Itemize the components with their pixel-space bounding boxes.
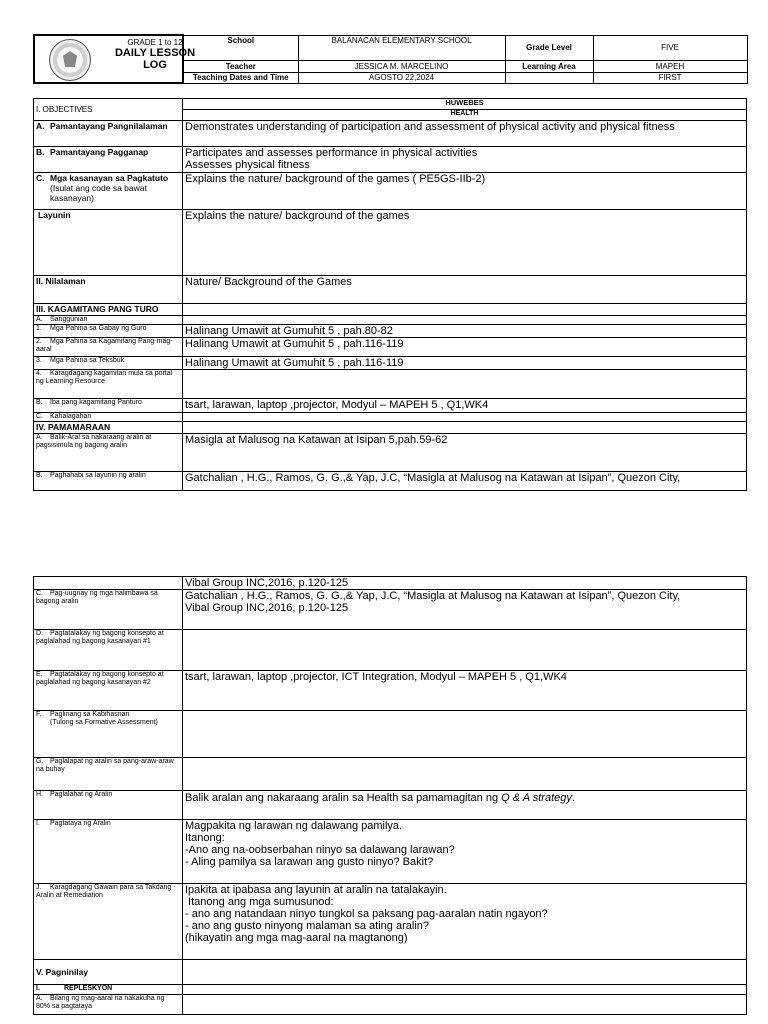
subject-label: HEALTH	[183, 110, 747, 121]
row-label: B. Pamantayang Pagganap	[34, 147, 183, 173]
teacher-label: Teacher	[183, 60, 298, 72]
quarter-value: FIRST	[593, 72, 747, 83]
p-row-label: A. Balik-Aral sa nakaraang aralin at pagsisimula ng bagong aralin	[34, 434, 183, 472]
grade-label: Grade Level	[505, 35, 593, 60]
p2-row-label: D. Pagtatalakay ng bagong konsepto at paglalahad ng bagong kasanayan #1	[34, 630, 183, 671]
dll-title: DAILY LESSON	[114, 47, 196, 59]
pagtatalakay-2-value: tsart, larawan, laptop ,projector, ICT Integration, Modyul – MAPEH 5 , Q1,WK4	[183, 671, 747, 711]
k-row-label: A. Sanggunian	[34, 316, 183, 325]
logo-cell	[34, 35, 196, 83]
area-value: MAPEH	[593, 60, 747, 72]
performance-standard-value: Participates and assesses performance in physical activities Assesses physical fitness	[183, 147, 747, 173]
dates-value: AGOSTO 22,2024	[298, 72, 505, 83]
teksbuk-value: Halinang Umawit at Gumuhit 5 , pah.116-119	[183, 357, 747, 370]
school-value: BALANACAN ELEMENTARY SCHOOL	[298, 35, 505, 60]
k-row-label: 4. Karagdagang kagamitan mula sa portal ng Learning Resource	[34, 370, 183, 399]
school-label: School	[183, 35, 298, 60]
balik-aral-value: Masigla at Malusog na Katawan at Isipan 5,pah.59-62	[183, 434, 747, 472]
row-label: A. Pamantayang Pangnilalaman	[34, 121, 183, 147]
row-label: C. Mga kasanayan sa Pagkatuto (Isulat ang code sa bawat kasanayan)	[34, 173, 183, 210]
p2-row-label: G. Paglalapat ng aralin sa pang-araw-araw na buhay	[34, 758, 183, 791]
k-row-label: B. Iba pang kagamitang Panturo	[34, 399, 183, 413]
deped-seal-icon	[49, 39, 91, 81]
iba-pang-kagamitan-value: tsart, larawan, laptop ,projector, Modyul – MAPEH 5 , Q1,WK4	[183, 399, 747, 413]
grade-range: GRADE 1 to 12	[127, 38, 183, 47]
kagamitang-mag-aaral-value: Halinang Umawit at Gumuhit 5 , pah.116-119	[183, 338, 747, 357]
k-row-label: 2. Mga Pahina sa Kagamitang Pang-mag-aaral	[34, 338, 183, 357]
gabay-guro-value: Halinang Umawit at Gumuhit 5 , pah.80-82	[183, 325, 747, 338]
pagtataya-value: Magpakita ng larawan ng dalawang pamilya. Itanong: -Ano ang na-oobserbahan ninyo sa dalawang larawan? - Aling pamilya sa larawan ang gusto ninyo? Bakit?	[183, 820, 747, 884]
layunin-label: Layunin	[34, 210, 183, 276]
pamamaraan-label: IV. PAMAMARAAN	[34, 422, 183, 434]
content-standard-value: Demonstrates understanding of participation and assessment of physical activity and physical fitness	[183, 121, 747, 147]
k-row-label: 3. Mga Pahina sa Teksbuk	[34, 357, 183, 370]
p-row-label: B. Paghahabi sa layunin ng aralin	[34, 472, 183, 491]
dates-label: Teaching Dates and Time	[183, 72, 298, 83]
nilalaman-value: Nature/ Background of the Games	[183, 276, 747, 304]
pag-uugnay-value: Gatchalian , H.G., Ramos, G. G.,& Yap, J.C, “Masigla at Malusog na Katawan at Isipan”, Quezon City, Vibal Group INC,2016, p.120-125	[183, 590, 747, 630]
header-table	[33, 34, 748, 84]
k-row-label: C. Kahalagahan	[34, 413, 183, 422]
p2-row-label: C. Pag-uugnay ng mga halimbawa sa bagong aralin	[34, 590, 183, 630]
kagamitan-label: III. KAGAMITANG PANG TURO	[34, 304, 183, 316]
competency-value: Explains the nature/ background of the games ( PE5GS-IIb-2)	[183, 173, 747, 210]
lesson-table-page2	[33, 576, 747, 1015]
layunin-value: Explains the nature/ background of the games	[183, 210, 747, 276]
karagdagang-gawain-value: Ipakita at ipabasa ang layunin at aralin na tatalakayin. Itanong ang mga sumusunod: - ano ang natandaan ninyo tungkol sa paksang pag-aaralan natin ngayon? - ano ang gusto ninyong malaman sa ating aralin? (hikayatin ang mga mag-aaral na magtanong)	[183, 884, 747, 960]
pagninilay-label: V. Pagninilay	[34, 960, 183, 985]
p2-row-label: F. Paglinang sa Kabihasnan (Tulong sa Formative Assessment)	[34, 711, 183, 758]
p2-row-label: E. Pagtatalakay ng bagong konsepto at paglalahad ng bagong kasanayan #2	[34, 671, 183, 711]
continued-value: Vibal Group INC,2016, p.120-125	[183, 577, 747, 590]
day-label: HUWEBES	[183, 99, 747, 110]
p2-row-label: J. Karagdagang Gawain para sa Takdang -Aralin at Remediation	[34, 884, 183, 960]
paghahabi-value: Gatchalian , H.G., Ramos, G. G.,& Yap, J.C, “Masigla at Malusog na Katawan at Isipan”, Quezon City,	[183, 472, 747, 491]
dll-title-2: LOG	[143, 59, 167, 71]
k-row-label: 1. Mga Pahina sa Gabay ng Guro	[34, 325, 183, 338]
p2-row-label: I. Pagtataya ng Aralin	[34, 820, 183, 884]
paglalahat-value: Balik aralan ang nakaraang aralin sa Health sa pamamagitan ng Q & A strategy.	[183, 791, 747, 820]
grade-value: FIVE	[593, 35, 747, 60]
p2-row-label: A. Bilang ng mag-aaral na nakakuha ng 80% sa pagtataya	[34, 995, 183, 1015]
area-label: Learning Area	[505, 60, 593, 72]
teacher-value: JESSICA M. MARCELINO	[298, 60, 505, 72]
repleksyon-label: I. REPLESKYON	[34, 985, 183, 995]
nilalaman-label: II. Nilalaman	[34, 276, 183, 304]
lesson-table-page1	[33, 98, 747, 491]
p2-row-label: H. Paglalahat ng Aralin	[34, 791, 183, 820]
objectives-label: I. OBJECTIVES	[34, 99, 183, 121]
